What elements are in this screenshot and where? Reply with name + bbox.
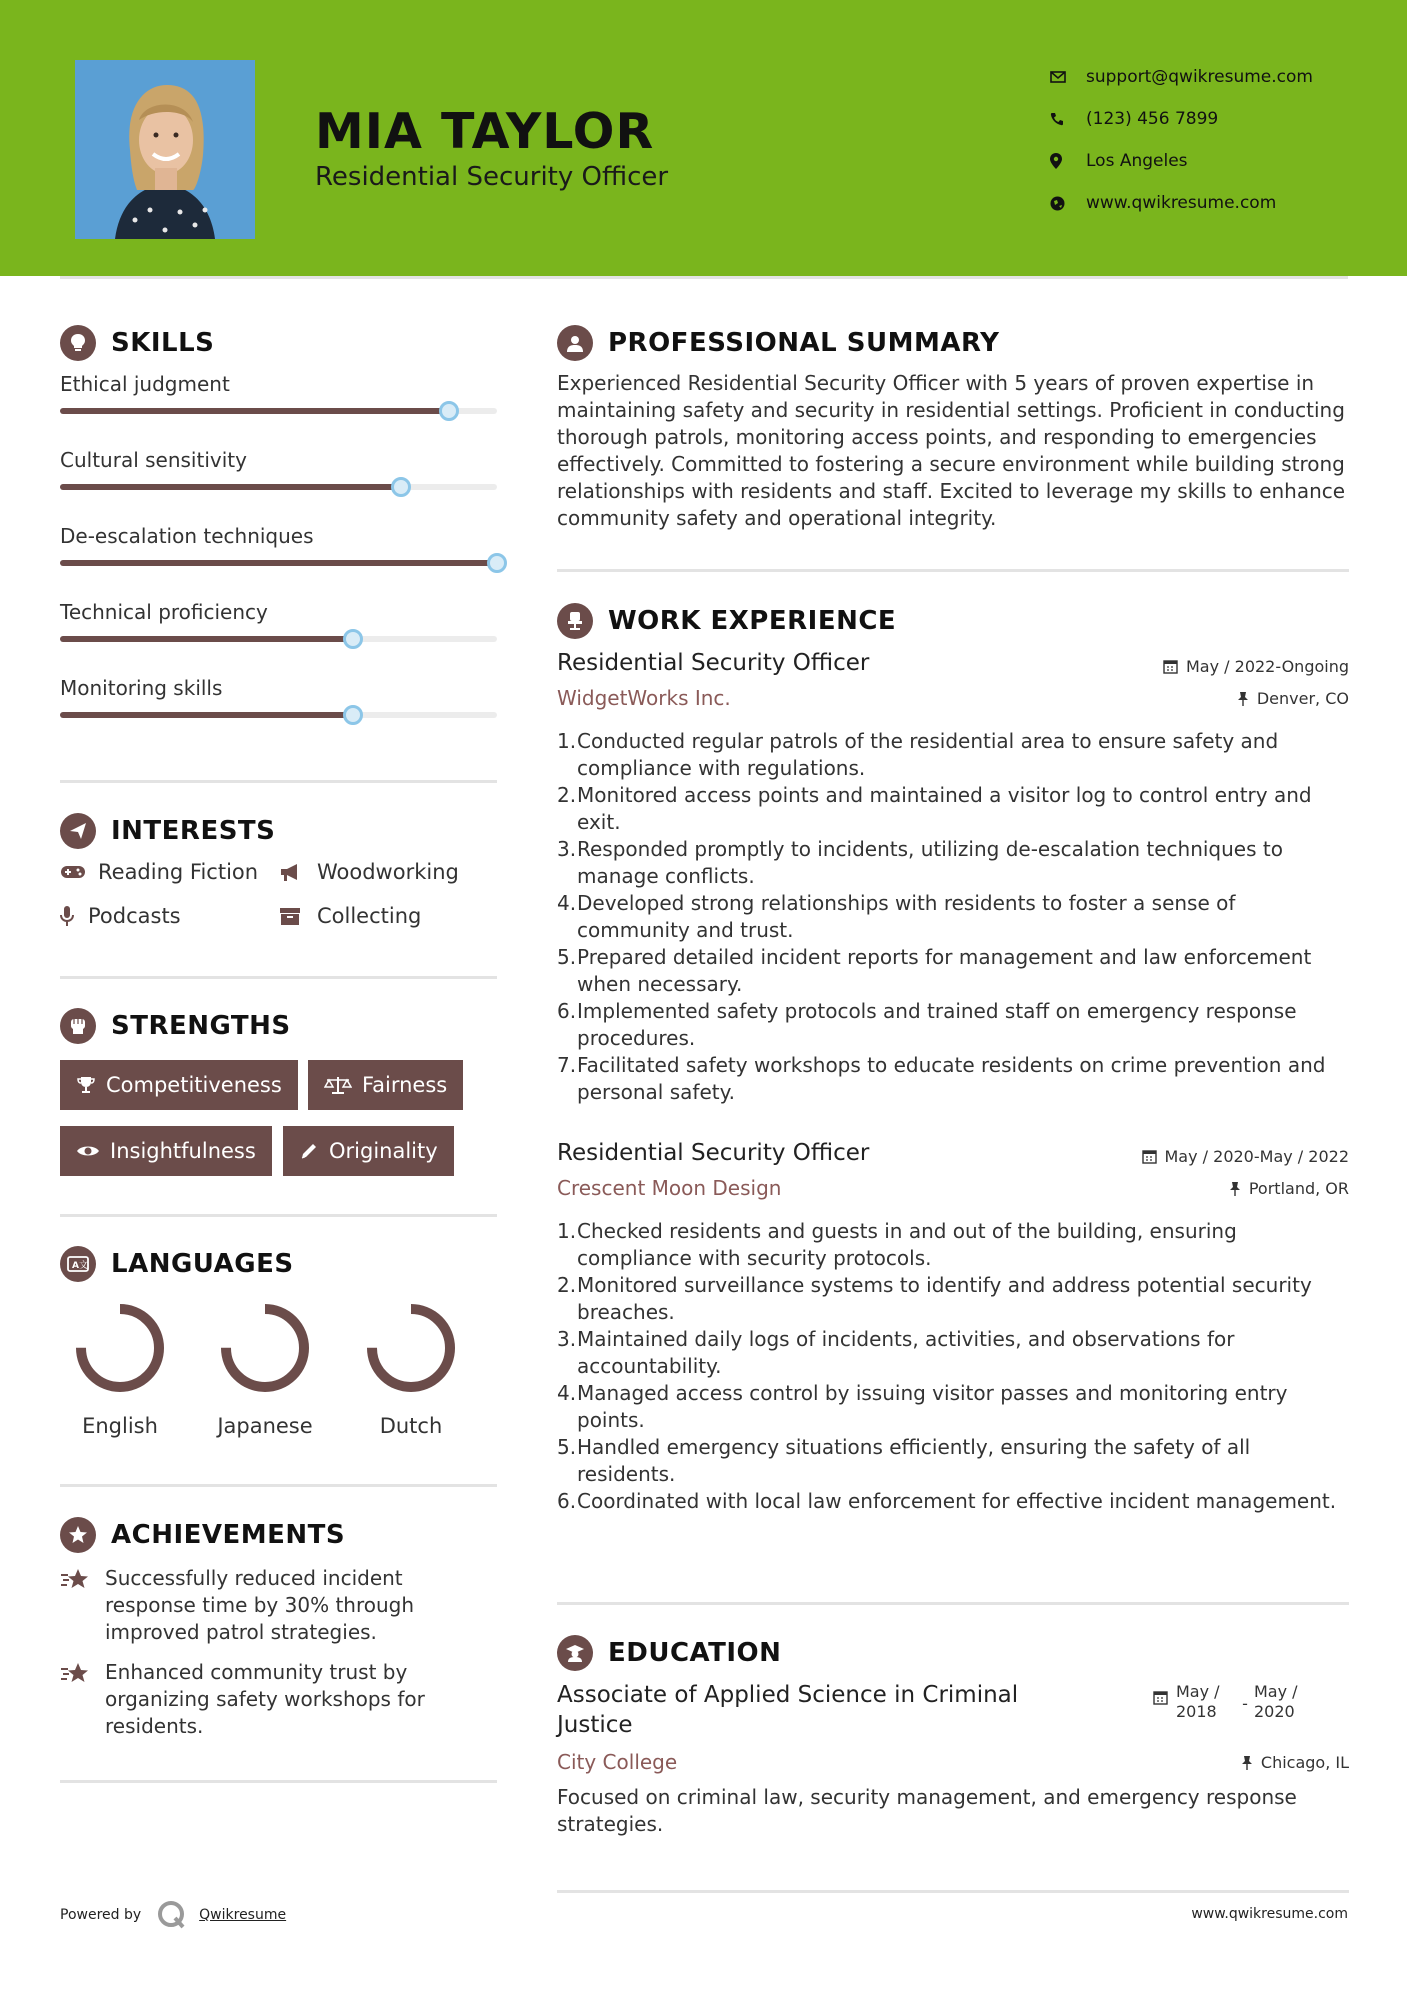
job-bullet-text: Monitored surveillance systems to identify and address potential security breaches.: [577, 1273, 1312, 1324]
gamepad-icon: [60, 865, 98, 879]
candidate-title: Residential Security Officer: [315, 162, 669, 192]
language-icon: [60, 1246, 96, 1282]
strength-label: Competitiveness: [106, 1073, 282, 1097]
trophy-icon: [76, 1075, 96, 1095]
language-ring: [215, 1298, 315, 1398]
job-bullet-text: Implemented safety protocols and trained staff on emergency response procedures.: [577, 999, 1297, 1050]
section-divider: [60, 1484, 497, 1487]
interest-label: Woodworking: [317, 860, 459, 884]
footer-powered-by: [60, 1900, 286, 1930]
job-entry: [557, 650, 1349, 1106]
scale-icon: [324, 1075, 352, 1095]
strength-label: Insightfulness: [110, 1139, 256, 1163]
header-divider: [60, 276, 1348, 279]
job-entry: [557, 1140, 1349, 1515]
skill-label: Ethical judgment: [60, 372, 230, 396]
job-bullet: 6. Implemented safety protocols and trained staff on emergency response procedures.: [557, 998, 1349, 1052]
skill-bar-fill: [60, 408, 449, 414]
eye-icon: [76, 1143, 100, 1159]
svg-text:文: 文: [79, 1261, 89, 1271]
achievement-text: Enhanced community trust by organizing safety workshops for residents.: [105, 1660, 425, 1738]
job-bullet: 1. Checked residents and guests in and out of the building, ensuring compliance with security protocols.: [557, 1218, 1349, 1272]
strength-tag: [60, 1060, 298, 1110]
job-bullet: 6. Coordinated with local law enforcement for effective incident management.: [557, 1489, 1337, 1513]
contact-website-text: www.qwikresume.com: [1086, 193, 1277, 213]
achievement-item: [60, 1565, 497, 1646]
education-school: City College: [557, 1750, 678, 1774]
skill-bar: [60, 636, 497, 642]
graduate-icon: [557, 1635, 593, 1671]
contact-location-text: Los Angeles: [1086, 151, 1188, 171]
skill-bar: [60, 712, 497, 718]
skill-bar-knob[interactable]: [439, 401, 459, 421]
language-item: [210, 1298, 320, 1438]
job-bullet: 2. Monitored access points and maintained a visitor log to control entry and exit.: [557, 782, 1349, 836]
strength-label: Originality: [329, 1139, 438, 1163]
job-bullet-text: Maintained daily logs of incidents, activities, and observations for accountability.: [577, 1327, 1235, 1378]
calendar-icon: [1163, 659, 1178, 674]
language-item: [65, 1298, 175, 1438]
job-bullet-text: Coordinated with local law enforcement for effective incident management.: [577, 1489, 1337, 1513]
skill-bar-knob[interactable]: [343, 629, 363, 649]
envelope-icon: [1050, 71, 1086, 83]
interest-label: Reading Fiction: [98, 860, 259, 884]
job-company: Crescent Moon Design: [557, 1176, 782, 1200]
skill-bar-fill: [60, 636, 353, 642]
skill-bar-knob[interactable]: [343, 705, 363, 725]
globe-icon: [1050, 196, 1086, 211]
pushpin-icon: [1229, 1181, 1241, 1196]
job-bullets: [557, 728, 1349, 1106]
svg-text:A: A: [72, 1261, 79, 1271]
calendar-icon: [1142, 1149, 1157, 1164]
contact-location: [1050, 140, 1313, 182]
pushpin-icon: [1237, 691, 1249, 706]
job-location-text: Denver, CO: [1256, 688, 1349, 708]
shooting-star-icon: [60, 1565, 105, 1646]
interest-item: [279, 860, 459, 884]
pencil-icon: [299, 1141, 319, 1161]
job-role: Residential Security Officer: [557, 1140, 870, 1166]
strength-label: Fairness: [362, 1073, 448, 1097]
education-heading: [557, 1635, 781, 1671]
education-title: EDUCATION: [608, 1638, 782, 1668]
job-bullet-text: Facilitated safety workshops to educate residents on crime prevention and personal safety.: [577, 1053, 1326, 1104]
skill-label: De-escalation techniques: [60, 524, 314, 548]
languages-title: LANGUAGES: [111, 1249, 294, 1279]
language-label: Japanese: [217, 1414, 313, 1438]
achievement-text: Successfully reduced incident response time by 30% through improved patrol strategies.: [105, 1566, 415, 1644]
skill-label: Monitoring skills: [60, 676, 223, 700]
resume-header: [0, 0, 1407, 276]
strength-tag: [60, 1126, 272, 1176]
skill-bar-fill: [60, 712, 353, 718]
skill-item: [60, 524, 497, 548]
skill-bar-knob[interactable]: [487, 553, 507, 573]
job-dates-text: May / 2022-Ongoing: [1186, 656, 1349, 676]
job-meta: [1142, 1140, 1350, 1204]
achievements-title: ACHIEVEMENTS: [111, 1520, 346, 1550]
job-bullet-text: Handled emergency situations efficiently, ensuring the safety of all residents.: [577, 1435, 1251, 1486]
pushpin-icon: [1241, 1755, 1253, 1770]
interest-item: [60, 904, 181, 928]
skill-item: [60, 600, 497, 624]
section-divider: [60, 976, 497, 979]
experience-title: WORK EXPERIENCE: [608, 606, 897, 636]
contact-phone[interactable]: [1050, 98, 1313, 140]
skill-label: Technical proficiency: [60, 600, 268, 624]
fist-icon: [60, 1008, 96, 1044]
skill-item: [60, 448, 497, 472]
section-divider: [60, 1780, 497, 1783]
interests-heading: [60, 813, 275, 849]
strengths-title: STRENGTHS: [111, 1011, 291, 1041]
job-bullet: 4. Developed strong relationships with residents to foster a sense of community and trust.: [557, 890, 1349, 944]
interest-label: Podcasts: [88, 904, 181, 928]
job-bullet: 4. Managed access control by issuing visitor passes and monitoring entry points.: [557, 1380, 1349, 1434]
star-badge-icon: [60, 1517, 96, 1553]
skill-bar-fill: [60, 484, 401, 490]
education-location-text: Chicago, IL: [1260, 1752, 1349, 1772]
qwikresume-link[interactable]: Qwikresume: [199, 1907, 287, 1923]
interest-item: [279, 904, 421, 928]
profile-photo: [75, 60, 255, 239]
contact-email[interactable]: [1050, 56, 1313, 98]
experience-heading: [557, 603, 896, 639]
megaphone-icon: [279, 862, 317, 882]
job-role: Residential Security Officer: [557, 650, 870, 676]
section-divider: [557, 1890, 1349, 1893]
job-bullet: 2. Monitored surveillance systems to identify and address potential security breaches.: [557, 1272, 1349, 1326]
job-bullet: 3. Responded promptly to incidents, utilizing de-escalation techniques to manage conflicts.: [557, 836, 1349, 890]
lightbulb-icon: [60, 325, 96, 361]
summary-heading: [557, 325, 999, 361]
candidate-name: MIA TAYLOR: [315, 103, 655, 160]
job-bullet-text: Prepared detailed incident reports for management and law enforcement when necessary.: [577, 945, 1312, 996]
language-ring: [70, 1298, 170, 1398]
job-bullets: [557, 1218, 1349, 1515]
job-bullet: 3. Maintained daily logs of incidents, activities, and observations for accountability.: [557, 1326, 1349, 1380]
job-bullet-text: Checked residents and guests in and out of the building, ensuring compliance with security protocols.: [577, 1219, 1237, 1270]
strengths-heading: [60, 1008, 291, 1044]
section-divider: [60, 1214, 497, 1217]
skill-bar-fill: [60, 560, 497, 566]
skill-label: Cultural sensitivity: [60, 448, 247, 472]
calendar-icon: [1153, 1690, 1168, 1705]
contact-website[interactable]: [1050, 182, 1313, 224]
education-start: May / 2018: [1176, 1682, 1220, 1721]
phone-icon: [1050, 112, 1086, 126]
job-bullet-text: Responded promptly to incidents, utilizing de-escalation techniques to manage conflicts.: [577, 837, 1283, 888]
skills-heading: [60, 325, 214, 361]
archive-box-icon: [279, 906, 317, 926]
skill-bar: [60, 484, 497, 490]
job-dates-text: May / 2020-May / 2022: [1164, 1146, 1349, 1166]
job-location-text: Portland, OR: [1248, 1178, 1349, 1198]
education-location: [1241, 1746, 1349, 1778]
job-bullet-text: Conducted regular patrols of the residential area to ensure safety and compliance with regulations.: [577, 729, 1279, 780]
skills-title: SKILLS: [111, 328, 215, 358]
footer-website[interactable]: www.qwikresume.com: [1191, 1906, 1348, 1922]
powered-by-text: Powered by: [60, 1907, 142, 1923]
skill-bar-knob[interactable]: [391, 477, 411, 497]
skill-item: [60, 676, 497, 700]
skill-item: [60, 372, 497, 396]
education-entry: [557, 1680, 1349, 1838]
office-chair-icon: [557, 603, 593, 639]
language-item: [356, 1298, 466, 1438]
microphone-icon: [60, 905, 88, 927]
job-bullet: 7. Facilitated safety workshops to educate residents on crime prevention and personal safety.: [557, 1052, 1349, 1106]
education-degree: Associate of Applied Science in Criminal Justice: [557, 1682, 1019, 1738]
location-pin-icon: [1050, 153, 1086, 169]
contact-list: [1050, 56, 1313, 224]
job-bullet-text: Monitored access points and maintained a visitor log to control entry and exit.: [577, 783, 1312, 834]
summary-title: PROFESSIONAL SUMMARY: [608, 328, 1000, 358]
education-dates: [1153, 1682, 1314, 1722]
job-location: [1163, 682, 1349, 714]
education-meta: [1241, 1746, 1349, 1778]
section-divider: [557, 569, 1349, 572]
interests-title: INTERESTS: [111, 816, 276, 846]
paper-plane-icon: [60, 813, 96, 849]
skill-bar: [60, 560, 497, 566]
user-icon: [557, 325, 593, 361]
section-divider: [60, 780, 497, 783]
language-label: Dutch: [379, 1414, 443, 1438]
language-label: English: [82, 1414, 158, 1438]
languages-heading: [60, 1246, 294, 1282]
job-dates: [1142, 1140, 1350, 1172]
contact-phone-text: (123) 456 7899: [1086, 109, 1219, 129]
language-ring: [361, 1298, 461, 1398]
achievement-item: [60, 1659, 497, 1740]
job-bullet-text: Managed access control by issuing visitor passes and monitoring entry points.: [577, 1381, 1288, 1432]
job-meta: [1163, 650, 1349, 714]
job-bullet-text: Developed strong relationships with residents to foster a sense of community and trust.: [577, 891, 1236, 942]
job-company: WidgetWorks Inc.: [557, 686, 731, 710]
contact-email-text: support@qwikresume.com: [1086, 67, 1313, 87]
summary-text: Experienced Residential Security Officer with 5 years of proven expertise in maintaining safety and security in residential settings. Proficient in conducting thorough patrols, monitoring access points, and responding to emergencies effectively. Committed to fostering a secure environment while building strong relationships with residents and staff. Excited to leverage my skills to enhance community safety and operational integrity.: [557, 371, 1346, 530]
section-divider: [557, 1602, 1349, 1605]
date-separator: -: [1242, 1694, 1248, 1713]
strength-tag: [308, 1060, 463, 1110]
job-bullet: 1. Conducted regular patrols of the residential area to ensure safety and compliance with regulations.: [557, 728, 1349, 782]
achievements-heading: [60, 1517, 345, 1553]
skill-bar: [60, 408, 497, 414]
job-bullet: 5. Prepared detailed incident reports for management and law enforcement when necessary.: [557, 944, 1349, 998]
job-location: [1142, 1172, 1350, 1204]
interest-label: Collecting: [317, 904, 422, 928]
interest-item: [60, 860, 258, 884]
strength-tag: [283, 1126, 454, 1176]
job-bullet: 5. Handled emergency situations efficiently, ensuring the safety of all residents.: [557, 1434, 1349, 1488]
job-dates: [1163, 650, 1349, 682]
education-end: May / 2020: [1254, 1682, 1298, 1721]
education-description: Focused on criminal law, security management, and emergency response strategies.: [557, 1785, 1297, 1836]
qwikresume-logo-icon: [157, 1900, 187, 1930]
shooting-star-icon: [60, 1659, 105, 1740]
